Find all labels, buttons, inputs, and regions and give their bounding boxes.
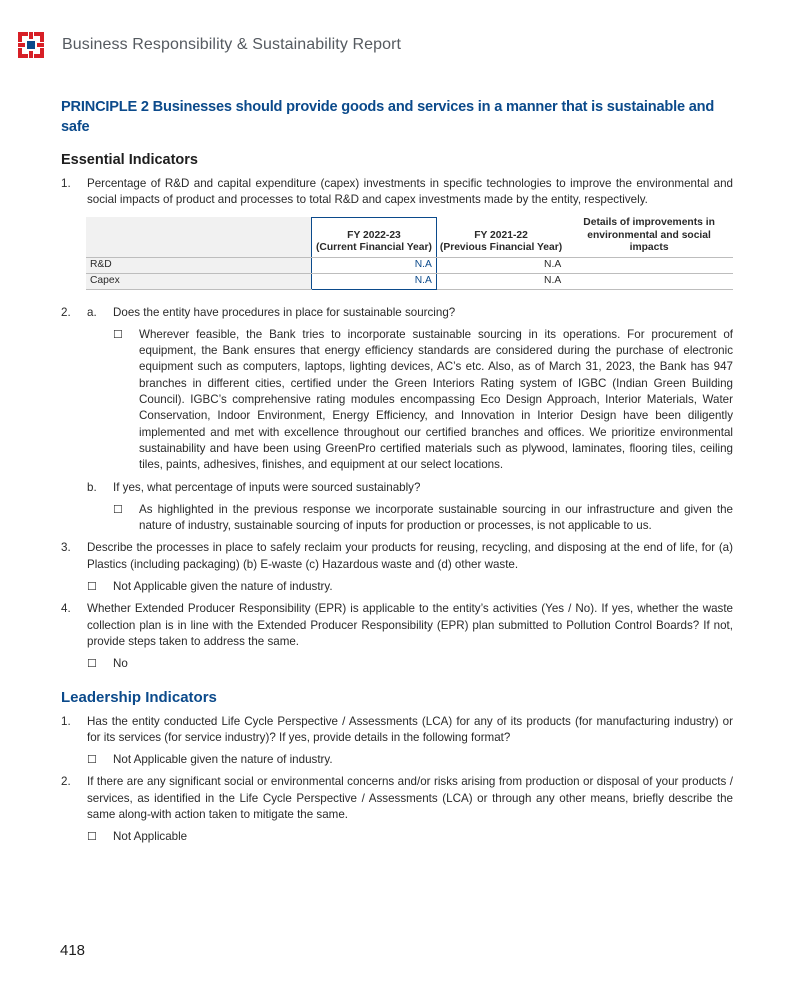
sub-label: a. xyxy=(87,305,97,319)
checkbox-icon: ☐ xyxy=(87,831,97,844)
leadership-q1 xyxy=(61,714,733,747)
rd-capex-table xyxy=(86,217,733,290)
row-previous-value: N.A xyxy=(436,273,565,289)
essential-q1 xyxy=(61,176,733,209)
question-number: 2. xyxy=(61,305,71,319)
checkbox-icon: ☐ xyxy=(87,658,97,671)
row-label: Capex xyxy=(86,273,312,289)
leadership-q1-answer xyxy=(87,752,733,768)
header-current-line1: FY 2022-23 xyxy=(347,229,401,241)
checkbox-icon: ☐ xyxy=(87,754,97,767)
sub-question-text: If yes, what percentage of inputs were sourced sustainably? xyxy=(113,480,421,494)
q3-answer xyxy=(87,579,733,595)
row-label: R&D xyxy=(86,257,312,273)
header-previous-line1: FY 2021-22 xyxy=(474,229,528,241)
leadership-indicators-title: Leadership Indicators xyxy=(61,688,217,706)
header-details xyxy=(565,217,733,257)
essential-q2 xyxy=(61,305,733,535)
bank-logo-icon xyxy=(18,32,44,58)
essential-q3 xyxy=(61,540,733,573)
question-number: 1. xyxy=(61,177,71,190)
leadership-q2-answer xyxy=(87,829,733,845)
question-number: 1. xyxy=(61,714,71,728)
answer-text: Not Applicable given the nature of industry. xyxy=(113,580,333,594)
page-number: 418 xyxy=(60,942,86,959)
question-text: Has the entity conducted Life Cycle Perspective / Assessments (LCA) for any of its products (for manufacturing industry) or for its services (for service industry)? If yes, provide details in the following format? xyxy=(87,714,733,744)
checkbox-icon: ☐ xyxy=(113,328,123,341)
table-header-row xyxy=(86,217,733,257)
question-text: If there are any significant social or environmental concerns and/or risks arising from production or disposal of your products / services, as identified in the Life Cycle Perspective / Assessments (LCA) or through any other means, briefly describe the same along-with action taken to mitigate the same. xyxy=(87,775,733,822)
rd-capex-table-wrapper xyxy=(86,217,733,290)
checkbox-icon: ☐ xyxy=(87,581,97,594)
question-number: 3. xyxy=(61,541,71,555)
q2b-answer xyxy=(113,502,733,535)
q2a xyxy=(87,305,733,321)
principle-title: PRINCIPLE 2 Businesses should provide goods and services in a manner that is sustainable and safe xyxy=(61,99,715,135)
sub-label: b. xyxy=(87,480,97,494)
answer-text: Not Applicable xyxy=(113,830,188,844)
q2a-answer xyxy=(113,327,733,474)
question-body xyxy=(87,305,733,535)
leadership-q2 xyxy=(61,774,733,823)
header-details-line2: environmental and social impacts xyxy=(587,229,711,254)
checkbox-icon: ☐ xyxy=(113,503,123,516)
answer-text: No xyxy=(113,657,128,671)
question-text: Describe the processes in place to safely reclaim your products for reusing, recycling, and disposing at the end of life, for (a) Plastics (including packaging) (b) E-waste (c) Hazardous waste and (d) other waste. xyxy=(87,541,733,571)
sub-question-text: Does the entity have procedures in place for sustainable sourcing? xyxy=(113,305,456,319)
report-title: Business Responsibility & Sustainability Report xyxy=(62,36,402,53)
question-text: Percentage of R&D and capital expenditure (capex) investments in specific technologies to improve the environmental and social impacts of product and processes to total R&D and capex investments made by the entity, respectively. xyxy=(87,177,733,207)
question-number: 2. xyxy=(61,775,71,789)
row-details xyxy=(565,257,733,273)
header-current-line2: (Current Financial Year) xyxy=(315,242,432,254)
essential-indicators-title: Essential Indicators xyxy=(61,152,198,168)
header-current-year xyxy=(312,217,437,257)
q4-answer xyxy=(87,656,733,672)
header-previous-year xyxy=(436,217,565,257)
row-current-value: N.A xyxy=(312,273,437,289)
row-details xyxy=(565,273,733,289)
row-current-value: N.A xyxy=(312,257,437,273)
answer-text: Wherever feasible, the Bank tries to incorporate sustainable sourcing in its operations. For procurement of equipment, the Bank ensures that energy efficiency standards are considered during the purchase of electronic equipment such as computers, laptops, lighting devices, AC’s etc. Also, as of March 31, 2023, the Bank has 947 branches in different cities, certified under the Green Interiors Rating system of IGBC (Indian Green Building Council). IGBC’s comprehensive rating modules encompassing Eco Design Approach, Interior Materials, Water Conservation, Indoor Environment, Energy Efficiency, and Innovation in Interior Design have been diligently implemented and met with excellence throughout our certified branches and offices. We prioritize environmental sustainability and have been using GreenPro certified materials such as plywood, laminates, flooring tiles, ceiling tiles, paints, adhesives, finishes, and equipment at our select locations. xyxy=(139,327,733,472)
essential-q4 xyxy=(61,601,733,650)
table-row xyxy=(86,273,733,289)
answer-text: As highlighted in the previous response we incorporate sustainable sourcing in our infrastructure and given the nature of industry, sustainable sourcing of inputs for production or processes, is not applicable to us. xyxy=(139,502,733,533)
header-previous-line2: (Previous Financial Year) xyxy=(439,242,563,254)
page-content xyxy=(61,97,733,846)
table-header-empty xyxy=(86,217,312,257)
table-row xyxy=(86,257,733,273)
q2b xyxy=(87,480,733,496)
answer-text: Not Applicable given the nature of industry. xyxy=(113,753,333,767)
header-details-line1: Details of improvements in xyxy=(583,217,715,229)
question-text: Whether Extended Producer Responsibility (EPR) is applicable to the entity’s activities (Yes / No). If yes, whether the waste collection plan is in line with the Extended Producer Responsibility (EPR) plan submitted to Pollution Control Boards? If not, provide steps taken to address the same. xyxy=(87,602,733,648)
page-header xyxy=(18,30,401,60)
question-number: 4. xyxy=(61,602,71,616)
row-previous-value: N.A xyxy=(436,257,565,273)
